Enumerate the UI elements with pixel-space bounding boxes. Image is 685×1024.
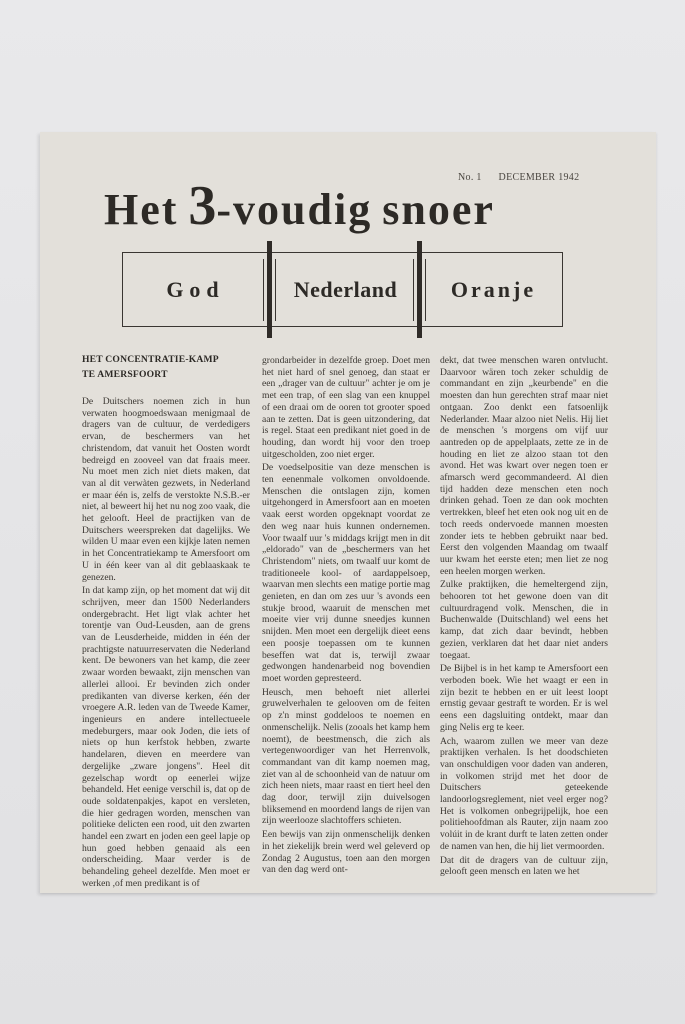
title-word-voudig: -voudig — [216, 185, 373, 234]
paragraph: De voedselpositie van deze menschen is ten eenenmale volkomen onvoldoende. Menschen die ontslagen zijn, komen uitgehongerd in Amersfoort aan en moeten vaak eerst worden opgeknapt voordat ze den weg naar huis kunnen ondernemen. Voor twaalf uur 's middags krijgt men in dit „eldorado" van de „beschermers van het Christendom" niets, om twaalf uur komt de traditioneele kool- of aardappelsoep, waarvan men slechts een matige portie mag genieten, en dan om zes uur 's avonds een stukje brood, waaruit de menschen met moeite vier vrij dunne sneedjes kunnen snijden. Men moet een dergelijk dieet eens een poosje toepassen om te kunnen beseffen wat dat is, terwijl zwaar gedwongen handenarbeid nog bovendien moet worden gepresteerd. — [262, 462, 430, 684]
issue-number: No. 1 — [458, 172, 482, 183]
divider-bar — [267, 241, 272, 338]
paragraph: Een bewijs van zijn onmenschelijk denken in het ziekelijk brein werd wel geleverd op Zondag 2 Augustus, toen aan den morgen van den dag werd ont- — [262, 829, 430, 876]
divider-bar — [417, 241, 422, 338]
article-headline — [82, 352, 250, 382]
article-column-1 — [82, 352, 250, 892]
headline-line-1: HET CONCENTRATIE-KAMP — [82, 354, 219, 365]
article-column-3 — [440, 355, 608, 880]
motto-banner — [122, 252, 563, 327]
issue-date: DECEMBER 1942 — [498, 172, 580, 183]
motto-god: God — [166, 276, 225, 302]
divider-line — [425, 259, 426, 321]
paragraph: De Bijbel is in het kamp te Amersfoort een verboden boek. Wie het waagt er een in zijn bezit te hebben en er uit leest loopt ernstig gevaar gestraft te worden. Er is wel eens een dagsluiting ontdekt, maar dan ging Nelis erg te keer. — [440, 663, 608, 733]
paragraph: dekt, dat twee menschen waren ontvlucht. Daarvoor wären toch zeker schuldig de commandant en zijn „keurbende" en die moesten dan hun gerechten straf maar niet ontgaan. Zoo denkt een fatsoenlijk Nederlander. Maar alzoo niet Nelis. Hij liet de menschen 's morgens om vijf uur aantreden op de appelplaats, zette ze in de houding en liet ze alzoo staan tot den avond. Het was kwart over negen toen er afmarsch werd gecommandeerd. Al dien tijd hadden deze menschen eten noch drinken gehad. Toen ze dan ook mochten vertrekken, bleef het eten ook nog uit en de toch reeds ondervoede mannen moesten zonder iets te hebben gebruikt naar bed. Eerst den volgenden Maandag om twaalf uur kwam het eerste eten; men liet ze nog een heelen morgen werken. — [440, 355, 608, 577]
paragraph: Ach, waarom zullen we meer van deze praktijken verhalen. Is het doodschieten van onschuldigen voor daden van anderen, in volkomen strijd met het door de Duitschers geteekende landoorlogsreglement, niet veel erger nog? Het is volkomen onbegrijpelijk, hoe een politiehoofdman als Rauter, zijn naam zoo volúit in de krant durft te laten zetten onder de namen van hen, die hij liet vermoorden. — [440, 735, 608, 852]
paragraph: In dat kamp zijn, op het moment dat wij dit schrijven, meer dan 1500 Nederlanders ondergebracht. Het ligt vlak achter het torentje van Oud-Leusden, aan de grens van de Leusderheide, midden in één der prachtigste natuurreservaten die Nederland kent. De bewoners van het kamp, die zeer zwaar worden bewaakt, zijn menschen van allerlei allooi. Er bevinden zich onder predikanten van diverse kerken, één der vroegere A.R. leden van de Tweede Kamer, ingenieurs en andere intellectueele medeburgers, maar ook Joden, die iets of niets op hun kerfstok hebben, zwarte handelaren, dieven en meerdere van dergelijke „zware jongens". Heel dit gezelschap wordt op eenerlei wijze behandeld. Het eenige verschil is, dat op de oude soldatenpakjes, kapot en versleten, die hier gedragen worden, menschen van politieke delicten een rood, uit den zwarten handel een zwart en joden een geel lapje op hun goed hebben genaaid als een onderscheiding. Maar verder is de behandeling geheel dezelfde. Men moet er werken ,of men predikant is of — [82, 585, 250, 889]
divider-line — [413, 259, 414, 321]
divider-line — [263, 259, 264, 321]
title-numeral: 3 — [188, 175, 217, 237]
newsletter-page — [40, 132, 656, 893]
title-word-snoer: snoer — [382, 185, 495, 234]
motto-nederland: Nederland — [293, 276, 398, 302]
headline-line-2: TE AMERSFOORT — [82, 369, 168, 380]
article-column-2 — [262, 355, 430, 878]
motto-oranje: Oranje — [450, 276, 537, 302]
title-word-het: Het — [104, 185, 179, 234]
divider-line — [275, 259, 276, 321]
paragraph: Dat dit de dragers van de cultuur zijn, gelooft geen mensch en laten we het — [440, 854, 608, 878]
paragraph: De Duitschers noemen zich in hun verwaten hoogmoedswaan menigmaal de dragers van de cultuur, de verdedigers ervan, de beschermers van het christendom, dat vanuit het Oosten wordt bedreigd en zooveel van dat fraais meer. Nu moet men zich niet diets maken, dat van al dit verwàten gezwets, in Nederland er maar één is, zelfs de verstokte N.S.B.-er niet, al beweert hij het nu nog zoo vaak, die het gelooft. Heel de practijken van de Duitschers weerspreken dat dagelijks. We wilden U maar even een kijkje laten nemen in het Concentratiekamp te Amersfoort om U in één keer van al dit geblaaskaak te genezen. — [82, 396, 250, 583]
paragraph: Zulke praktijken, die hemeltergend zijn, behooren tot het gewone doen van dit cultuurdragend volk. Menschen, die in Buchenwalde (Duitschland) wel eens het kamp, dat zich daar bevindt, hebben gezien, verklaren dat het daar niet anders toegaat. — [440, 579, 608, 661]
paragraph: grondarbeider in dezelfde groep. Doet men het niet hard of snel genoeg, dan staat er een „drager van de cultuur" achter je om je met een trap, of een slag van een knuppel of een draai om de ooren tot grooter spoed aan te zetten. Dat is geen uitzondering, dat is regel. Staat een predikant niet goed in de houding, dan wordt hij voor den troep uitgescholden, zoo niet erger. — [262, 355, 430, 460]
paragraph: Heusch, men behoeft niet allerlei gruwelverhalen te gelooven om de feiten op z'n minst goddeloos te noemen en onmenschelijk. Nelis (zooals het kamp hem noemt), de beestmensch, die zich als vertegenwoordiger van het Herrenvolk, commandant van dit kamp noemen mag, ziet van al de schoonheid van de natuur om zich heen niets, maar raast en tiert heel den dag door, terwijl zijn duivelsogen bliksemend en moordend langs de rijen van zijn weerlooze slachtoffers schieten. — [262, 686, 430, 827]
